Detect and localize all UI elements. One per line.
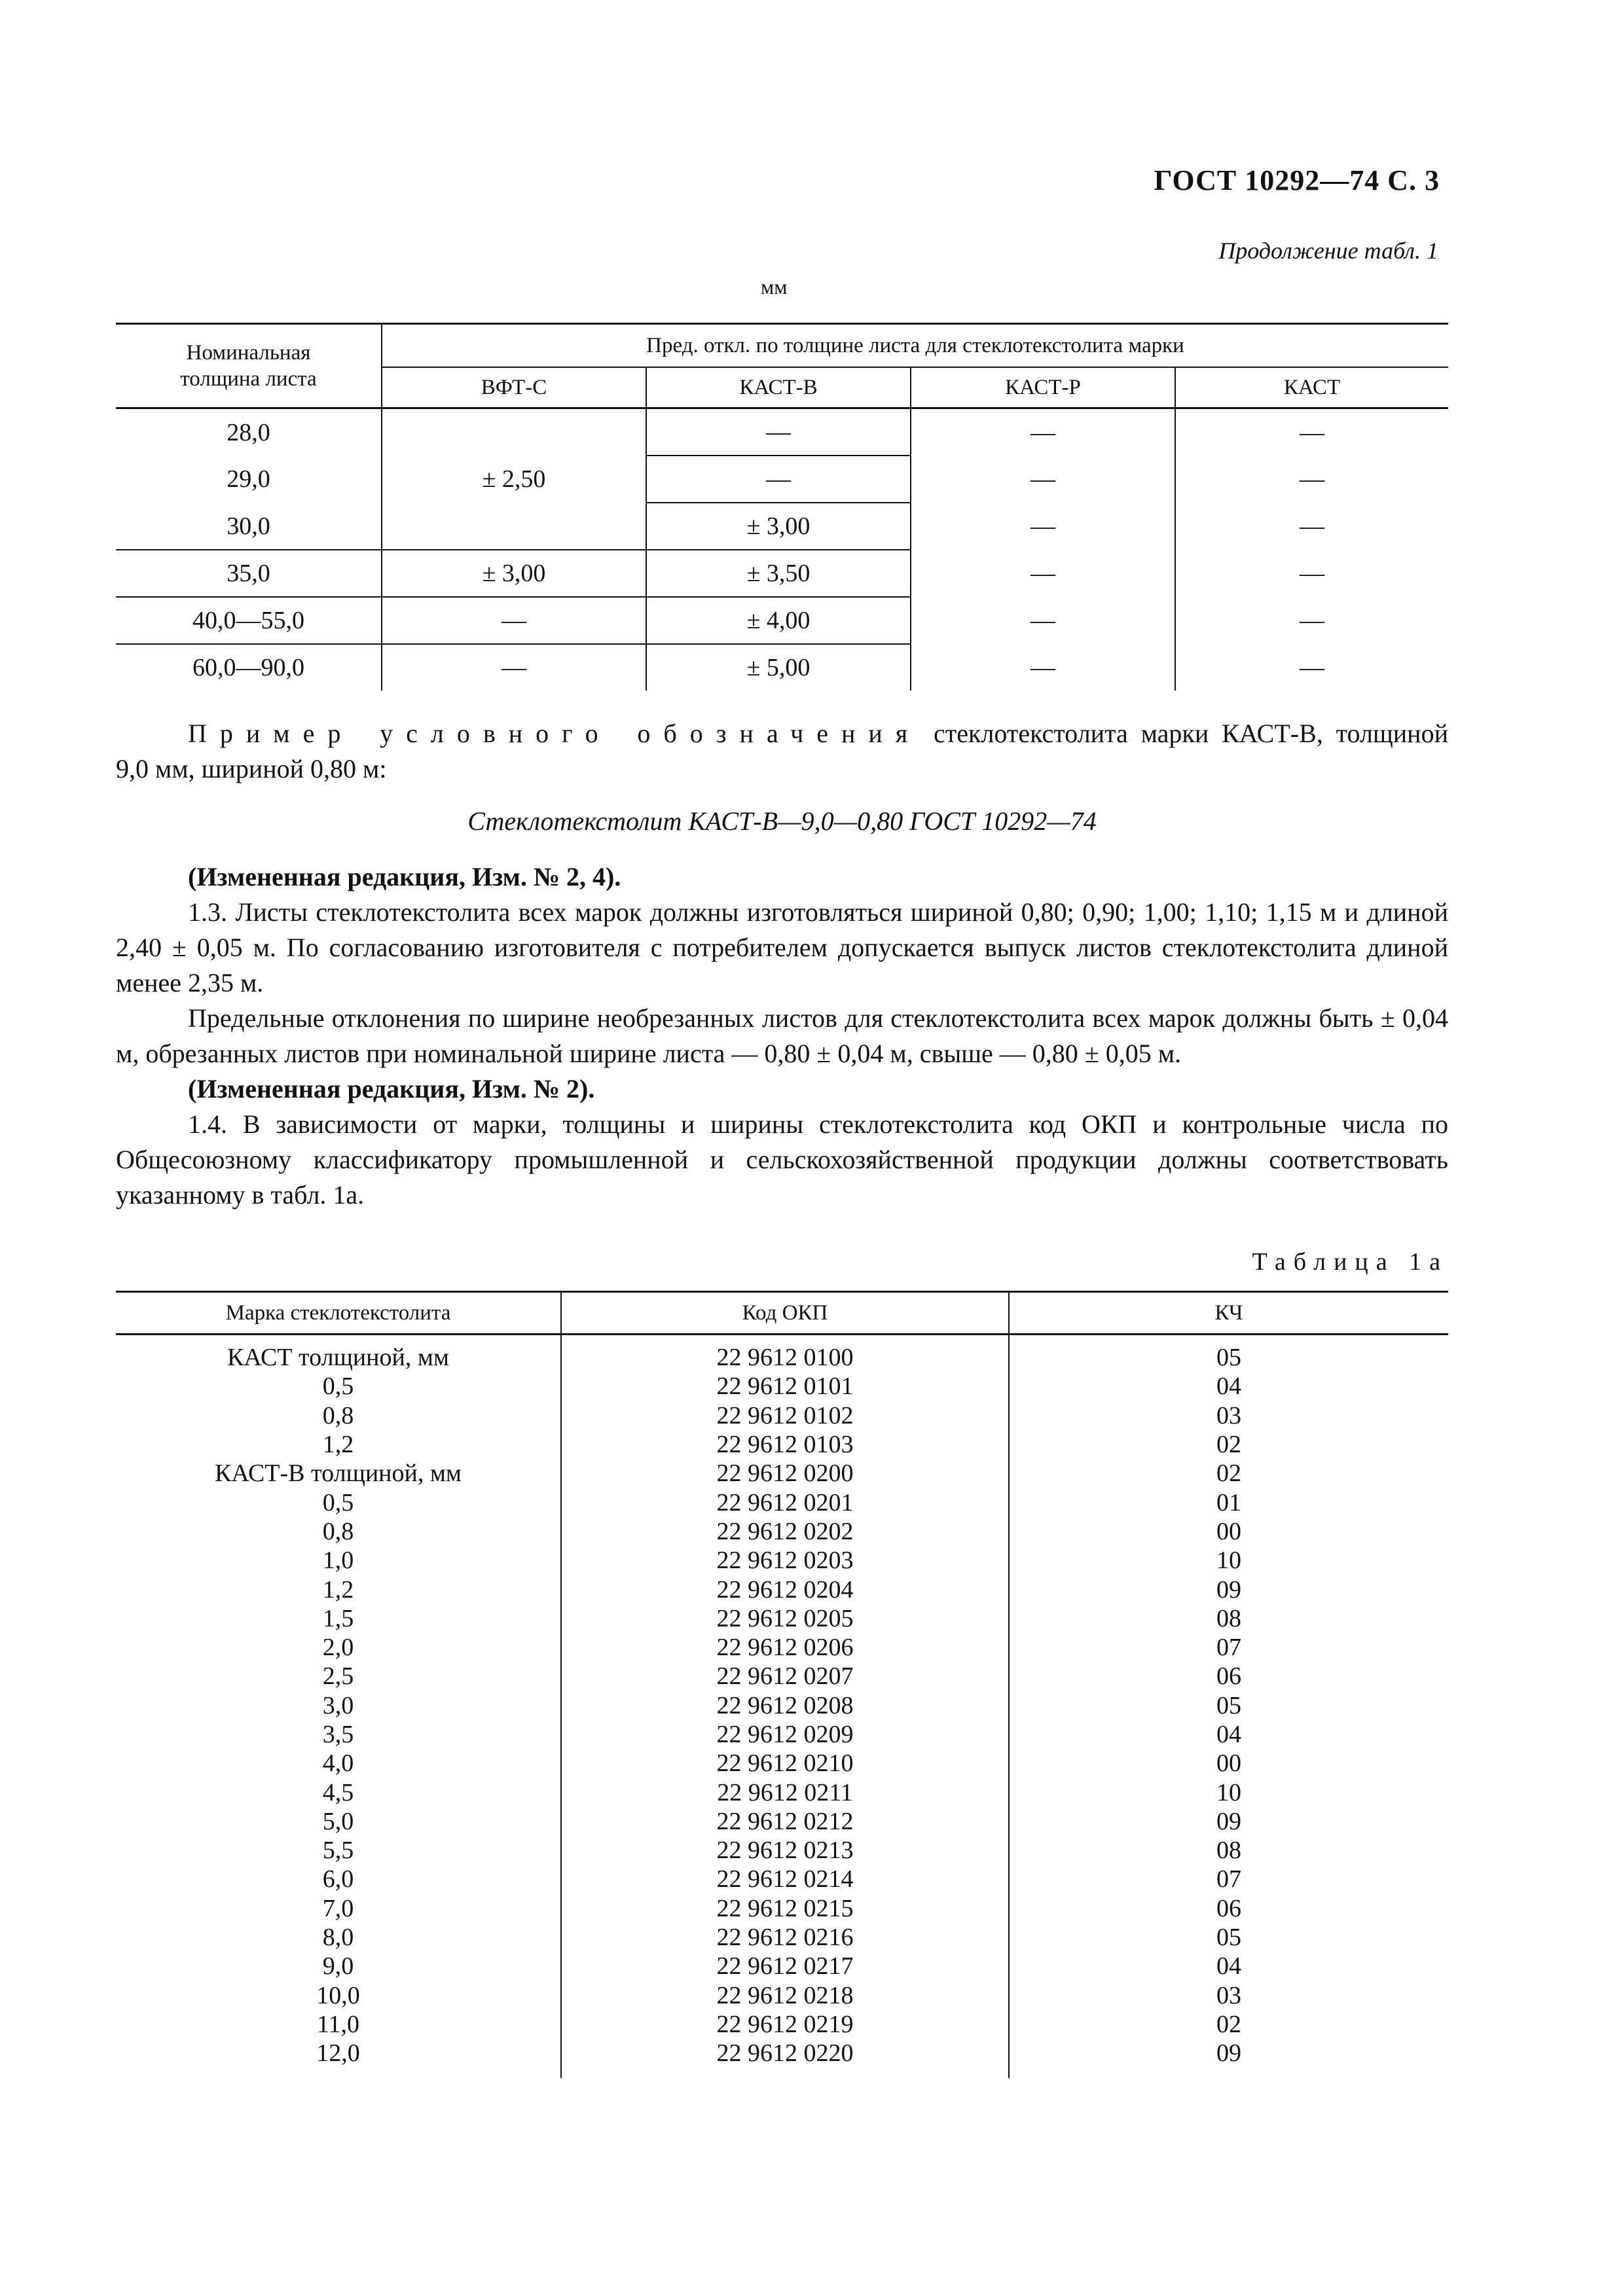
col-nominal-header: Номинальная толщина листа — [116, 324, 382, 408]
cell-kch: 02 — [1009, 1430, 1448, 1459]
cell-okp: 22 9612 0220 — [561, 2039, 1009, 2078]
cell-kast: — — [1175, 644, 1448, 691]
cell-kastv: ± 5,00 — [646, 644, 911, 691]
cell-mark: 9,0 — [322, 1952, 354, 1981]
example-paragraph — [116, 716, 1448, 787]
cell-kch: 09 — [1009, 2039, 1448, 2078]
table-row — [116, 1575, 1448, 1604]
table-row — [116, 597, 1448, 644]
tolerance-table — [116, 323, 1448, 691]
cell-mark: 1,2 — [322, 1575, 354, 1604]
cell-kch: 04 — [1009, 1720, 1448, 1749]
cell-vftc: — — [382, 644, 646, 691]
cell-kch: 02 — [1009, 2010, 1448, 2039]
cell-nominal: 29,0 — [227, 465, 270, 493]
cell-okp: 22 9612 0211 — [561, 1778, 1009, 1806]
table-row — [116, 1488, 1448, 1516]
cell-okp: 22 9612 0212 — [561, 1807, 1009, 1836]
example-spaced-text: Пример условного обозначения — [188, 719, 921, 748]
paragraph-1-4: 1.4. В зависимости от марки, толщины и ширины стеклотекстолита код ОКП и контрольные числа по Общесоюзному классификатору промышленной и сельскохозяйственной продукции должны соответствовать указанному в табл. 1а. — [116, 1109, 1448, 1210]
cell-nominal: 35,0 — [116, 550, 382, 597]
table-row — [116, 503, 1448, 550]
cell-okp: 22 9612 0207 — [561, 1662, 1009, 1691]
cell-kast: — — [1175, 597, 1448, 644]
table-row — [116, 408, 1448, 456]
cell-kast: — — [1175, 456, 1448, 503]
table-row — [116, 1865, 1448, 1893]
col-kastv-header: КАСТ-В — [646, 367, 911, 408]
cell-kch: 07 — [1009, 1633, 1448, 1662]
cell-kch: 06 — [1009, 1894, 1448, 1923]
cell-okp: 22 9612 0204 — [561, 1575, 1009, 1604]
cell-kch: 05 — [1009, 1335, 1448, 1372]
cell-nominal: 60,0—90,0 — [192, 654, 304, 681]
cell-kastv: — — [646, 408, 911, 456]
cell-kastr: — — [911, 408, 1175, 456]
cell-okp: 22 9612 0201 — [561, 1488, 1009, 1516]
table-row — [116, 1372, 1448, 1401]
table-row — [116, 1430, 1448, 1459]
cell-okp: 22 9612 0210 — [561, 1749, 1009, 1778]
col-kastr-header: КАСТ-Р — [911, 367, 1175, 408]
cell-kast: — — [1175, 408, 1448, 456]
body-text — [116, 859, 1448, 1213]
cell-nominal: 40,0—55,0 — [116, 597, 382, 644]
cell-mark: 0,8 — [322, 1401, 354, 1429]
cell-okp: 22 9612 0213 — [561, 1836, 1009, 1865]
cell-okp: 22 9612 0205 — [561, 1604, 1009, 1633]
cell-okp: 22 9612 0216 — [561, 1923, 1009, 1952]
cell-kch: 03 — [1009, 1981, 1448, 2010]
table-row — [116, 2039, 1448, 2078]
cell-okp: 22 9612 0200 — [561, 1459, 1009, 1488]
table-row — [116, 1662, 1448, 1691]
cell-mark: 12,0 — [316, 2039, 360, 2068]
table-row — [116, 550, 1448, 597]
cell-okp: 22 9612 0215 — [561, 1894, 1009, 1923]
cell-mark: 6,0 — [322, 1865, 354, 1893]
cell-kastv: ± 3,00 — [646, 503, 911, 550]
cell-okp: 22 9612 0206 — [561, 1633, 1009, 1662]
cell-mark: 0,5 — [322, 1372, 354, 1401]
cell-mark: 4,5 — [322, 1778, 354, 1806]
table-row — [116, 1894, 1448, 1923]
paragraph-1-3: 1.3. Листы стеклотекстолита всех марок должны изготовляться шириной 0,80; 0,90; 1,00; 1,10; 1,15 м и длиной 2,40 ± 0,05 м. По согласованию изготовителя с потребителем допускается выпуск листов стеклотекстолита длиной менее 2,35 м. — [116, 897, 1448, 997]
cell-nominal: 28,0 — [227, 418, 270, 446]
cell-mark: КАСТ толщиной, мм — [227, 1344, 449, 1372]
cell-mark: 10,0 — [316, 1981, 360, 2009]
cell-mark: 8,0 — [322, 1924, 354, 1952]
cell-kch: 01 — [1009, 1488, 1448, 1516]
table-row — [116, 1807, 1448, 1836]
table-row — [116, 1459, 1448, 1488]
table-row — [116, 1335, 1448, 1372]
table-row — [116, 1749, 1448, 1778]
cell-kch: 04 — [1009, 1372, 1448, 1401]
table-row — [116, 1778, 1448, 1806]
table-row — [116, 2010, 1448, 2039]
cell-kast: — — [1175, 503, 1448, 550]
cell-mark: 5,5 — [322, 1837, 354, 1865]
cell-kastr: — — [911, 456, 1175, 503]
cell-okp: 22 9612 0101 — [561, 1372, 1009, 1401]
table-row — [116, 1401, 1448, 1430]
cell-mark: 2,5 — [322, 1662, 354, 1691]
cell-kastr: — — [911, 644, 1175, 691]
table-row — [116, 1517, 1448, 1546]
cell-kch: 10 — [1009, 1778, 1448, 1806]
cell-okp: 22 9612 0218 — [561, 1981, 1009, 2010]
cell-mark: 0,5 — [322, 1488, 354, 1516]
example-text: стеклотекстолита марки КАСТ-В, толщиной 9,0 мм, шириной 0,80 м: — [116, 719, 1448, 783]
cell-kastr: — — [911, 550, 1175, 597]
cell-mark: 5,0 — [322, 1807, 354, 1835]
edit-note: (Измененная редакция, Изм. № 2). — [188, 1074, 595, 1103]
cell-mark: 1,0 — [322, 1547, 354, 1575]
cell-kch: 00 — [1009, 1517, 1448, 1546]
cell-okp: 22 9612 0217 — [561, 1952, 1009, 1981]
cell-kch: 06 — [1009, 1662, 1448, 1691]
cell-okp: 22 9612 0214 — [561, 1865, 1009, 1893]
designation-example: Стеклотекстолит КАСТ-В—9,0—0,80 ГОСТ 10292—74 — [467, 806, 1097, 836]
table-row — [116, 1952, 1448, 1981]
table-row — [116, 456, 1448, 503]
cell-okp: 22 9612 0103 — [561, 1430, 1009, 1459]
table-unit: мм — [761, 275, 788, 298]
cell-nominal: 30,0 — [116, 503, 382, 550]
cell-kch: 07 — [1009, 1865, 1448, 1893]
table-row — [116, 1633, 1448, 1662]
table-row — [116, 1923, 1448, 1952]
cell-vftc: ± 2,50 — [382, 408, 646, 550]
col-okp-header: Код ОКП — [561, 1292, 1009, 1335]
cell-vftc: ± 3,00 — [382, 550, 646, 597]
col-kch-header: КЧ — [1009, 1292, 1448, 1335]
cell-kch: 04 — [1009, 1952, 1448, 1981]
cell-kch: 05 — [1009, 1691, 1448, 1720]
cell-mark: 4,0 — [322, 1749, 354, 1778]
table-row — [116, 1546, 1448, 1575]
cell-okp: 22 9612 0219 — [561, 2010, 1009, 2039]
cell-kast: — — [1175, 550, 1448, 597]
table-row — [116, 1720, 1448, 1749]
cell-kastv: — — [646, 456, 911, 503]
cell-kch: 05 — [1009, 1923, 1448, 1952]
cell-vftc: — — [382, 597, 646, 644]
table-continuation-label: Продолжение табл. 1 — [1218, 238, 1438, 264]
table-row — [116, 1604, 1448, 1633]
table-1a-label: Таблица 1а — [1252, 1248, 1448, 1276]
cell-mark: 7,0 — [322, 1894, 354, 1922]
cell-kch: 10 — [1009, 1546, 1448, 1575]
cell-mark: 2,0 — [322, 1634, 354, 1662]
cell-kch: 08 — [1009, 1604, 1448, 1633]
col-mark-header: Марка стеклотекстолита — [116, 1292, 561, 1335]
cell-mark: 0,8 — [322, 1517, 354, 1545]
cell-kch: 08 — [1009, 1836, 1448, 1865]
paragraph-1-3b: Предельные отклонения по ширине необрезанных листов для стеклотекстолита всех марок должны быть ± 0,04 м, обрезанных листов при номинальной ширине листа — 0,80 ± 0,04 м, свыше — 0,80 ± 0,05 м. — [116, 1003, 1448, 1068]
cell-okp: 22 9612 0202 — [561, 1517, 1009, 1546]
cell-kch: 02 — [1009, 1459, 1448, 1488]
cell-kch: 09 — [1009, 1807, 1448, 1836]
cell-kastv: ± 4,00 — [646, 597, 911, 644]
table-row — [116, 644, 1448, 691]
cell-kch: 03 — [1009, 1401, 1448, 1430]
cell-okp: 22 9612 0100 — [561, 1335, 1009, 1372]
cell-mark: 1,5 — [322, 1604, 354, 1632]
page-header: ГОСТ 10292—74 С. 3 — [1154, 164, 1440, 196]
cell-mark: 3,0 — [322, 1691, 354, 1719]
cell-kastv: ± 3,50 — [646, 550, 911, 597]
col-vftc-header: ВФТ-С — [382, 367, 646, 408]
cell-okp: 22 9612 0208 — [561, 1691, 1009, 1720]
table-row — [116, 1981, 1448, 2010]
cell-okp: 22 9612 0203 — [561, 1546, 1009, 1575]
cell-kastr: — — [911, 503, 1175, 550]
cell-mark: 3,5 — [322, 1721, 354, 1748]
okp-table — [116, 1291, 1448, 2078]
edit-note: (Измененная редакция, Изм. № 2, 4). — [188, 862, 621, 891]
cell-okp: 22 9612 0209 — [561, 1720, 1009, 1749]
cell-kch: 00 — [1009, 1749, 1448, 1778]
cell-mark: 11,0 — [316, 2010, 360, 2038]
cell-okp: 22 9612 0102 — [561, 1401, 1009, 1430]
col-kast-header: КАСТ — [1175, 367, 1448, 408]
table-row — [116, 1691, 1448, 1720]
cell-mark: 1,2 — [322, 1431, 354, 1459]
cell-mark: КАСТ-В толщиной, мм — [215, 1460, 462, 1488]
table-row — [116, 1836, 1448, 1865]
cell-kch: 09 — [1009, 1575, 1448, 1604]
cell-kastr: — — [911, 597, 1175, 644]
col-group-header: Пред. откл. по толщине листа для стеклотекстолита марки — [382, 324, 1448, 368]
